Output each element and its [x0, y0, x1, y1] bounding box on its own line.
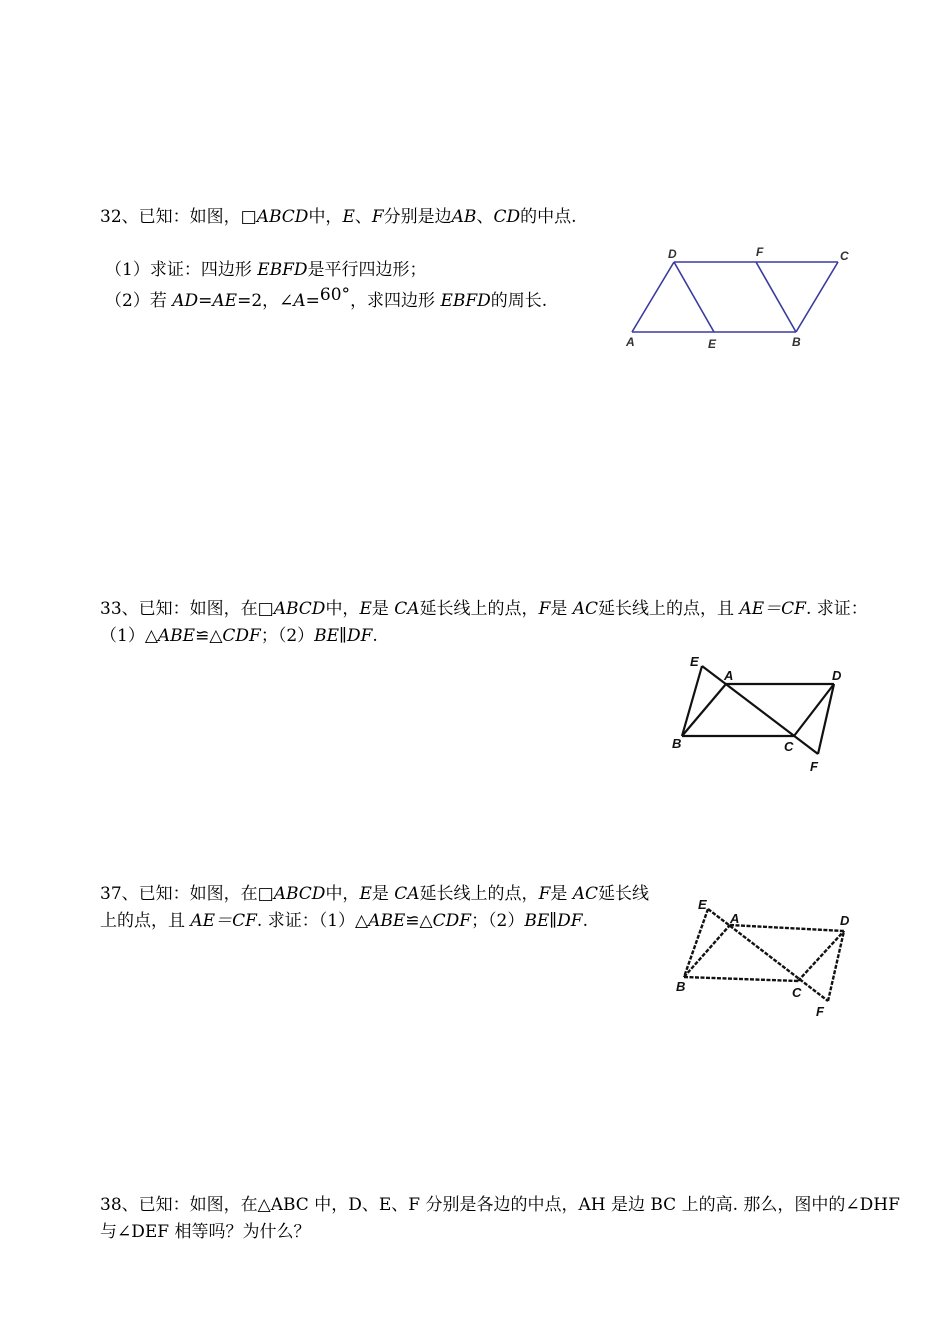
label-f: F — [810, 759, 818, 774]
label-c: C — [784, 739, 794, 754]
q32-statement: 32、已知：如图，□ABCD中，E、F分别是边AB、CD的中点. — [100, 207, 577, 227]
label-f: F — [816, 1004, 824, 1019]
q32-part2: （2）若 AD=AE=2，∠A=60°，求四边形 EBFD的周长. — [105, 285, 548, 311]
label-a: A — [730, 911, 740, 926]
label-b: B — [792, 335, 801, 349]
q33-statement: 33、已知：如图，在□ABCD中，E是 CA延长线上的点，F是 AC延长线上的点，且 AE＝CF. 求证： — [100, 599, 868, 619]
label-a: A — [724, 668, 734, 683]
label-b: B — [672, 736, 682, 751]
label-a: A — [626, 335, 635, 349]
q37-figure — [668, 893, 860, 1023]
q33-figure-lines — [682, 666, 834, 754]
q33-figure — [668, 650, 860, 782]
q32-figure — [620, 240, 860, 355]
label-b: B — [676, 979, 686, 994]
q38-statement-line1: 38、已知：如图，在△ABC 中，D、E、F 分别是各边的中点，AH 是边 BC 上的高. 那么，图中的∠DHF — [100, 1195, 900, 1215]
label-d: D — [832, 668, 842, 683]
label-e: E — [698, 897, 707, 912]
q33-parts: （1）△ABE≌△CDF；（2）BE∥DF. — [100, 626, 378, 646]
q37-statement-line1: 37、已知：如图，在□ABCD中，E是 CA延长线上的点，F是 AC延长线 — [100, 884, 650, 904]
label-d: D — [668, 247, 677, 261]
q32-part1: （1）求证：四边形 EBFD是平行四边形； — [105, 260, 427, 280]
label-c: C — [840, 249, 849, 263]
q38-statement-line2: 与∠DEF 相等吗？为什么？ — [100, 1222, 311, 1242]
label-e: E — [708, 337, 717, 351]
label-d: D — [840, 913, 850, 928]
parallelogram-abcd-lines — [632, 262, 838, 332]
q37-statement-line2: 上的点，且 AE＝CF. 求证：（1）△ABE≌△CDF；（2）BE∥DF. — [100, 911, 588, 931]
label-f: F — [756, 245, 764, 259]
label-c: C — [792, 985, 802, 1000]
label-e: E — [690, 654, 699, 669]
q37-figure-lines — [684, 909, 844, 1001]
